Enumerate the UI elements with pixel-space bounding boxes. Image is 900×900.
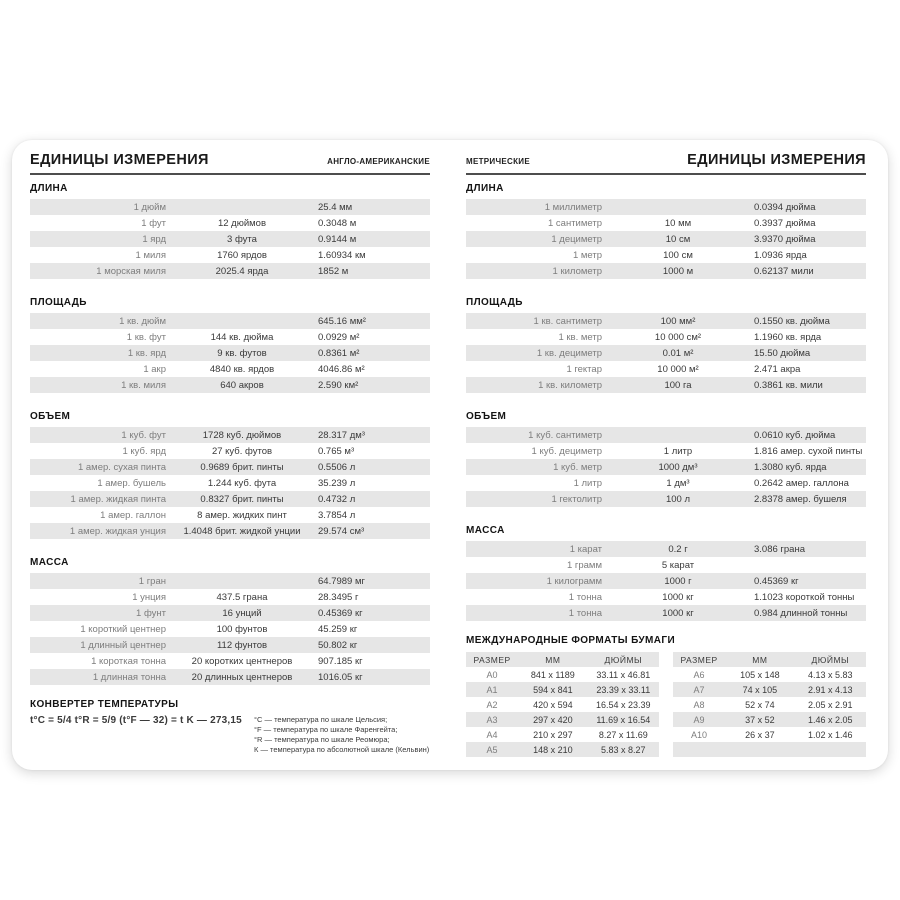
table-cell: 1 фут [141, 217, 166, 229]
table-row [30, 427, 430, 443]
table-cell: A0 [486, 669, 498, 680]
table-cell: 1 литр [663, 445, 693, 457]
table-cell: 1 куб. дециметр [531, 445, 602, 457]
table-cell: 4.13 x 5.83 [808, 669, 853, 680]
table-row [30, 637, 430, 653]
page-right [450, 140, 888, 770]
temperature-converter-body [30, 715, 430, 755]
table-cell: 1 дм³ [666, 477, 690, 489]
table-cell: РАЗМЕР [680, 654, 718, 665]
table-row [466, 697, 659, 712]
table-cell: 1000 м [662, 265, 694, 277]
table-cell: 4046.86 м² [318, 363, 365, 375]
table-cell: 0.0394 дюйма [754, 201, 816, 213]
table-row [466, 329, 866, 345]
table-cell: 100 см [663, 249, 693, 261]
table-cell: 0.0929 м² [318, 331, 360, 343]
table-cell: 1 акр [143, 363, 166, 375]
page-right-header [466, 152, 866, 168]
table-cell: 3.086 грана [754, 543, 805, 555]
section-label-area: ПЛОЩАДЬ [466, 297, 523, 308]
table-cell: 45.259 кг [318, 623, 358, 635]
table-row [466, 557, 866, 573]
table-row [673, 742, 866, 757]
header-rule [30, 173, 430, 175]
page-subtitle-metric: МЕТРИЧЕСКИЕ [466, 157, 530, 166]
table-cell: 1 кв. сантиметр [533, 315, 602, 327]
table-cell: 144 кв. дюйма [210, 331, 274, 343]
table-cell: A3 [486, 714, 498, 725]
table-cell: 1 амер. сухая пинта [77, 461, 166, 473]
length-table-anglo [30, 199, 430, 279]
table-row [466, 605, 866, 621]
temperature-formula: t°C = 5/4 t°R = 5/9 (t°F — 32) = t K — 273,15 [30, 715, 242, 726]
table-cell: 1 кв. дюйм [119, 315, 166, 327]
table-row [466, 247, 866, 263]
note-line: °C — температура по шкале Цельсия; [254, 715, 388, 724]
table-cell: 3.9370 дюйма [754, 233, 816, 245]
table-cell: 33.11 x 46.81 [596, 669, 651, 680]
page-title: ЕДИНИЦЫ ИЗМЕРЕНИЯ [30, 152, 209, 168]
table-row [30, 573, 430, 589]
table-row [466, 727, 659, 742]
page-left-header [30, 152, 430, 168]
table-row [30, 507, 430, 523]
table-row [466, 361, 866, 377]
table-cell: 1 миллиметр [544, 201, 602, 213]
mass-table-anglo [30, 573, 430, 685]
table-cell: 1 литр [573, 477, 602, 489]
table-cell: 1 карат [569, 543, 602, 555]
table-row [673, 712, 866, 727]
table-cell: 1.60934 км [318, 249, 366, 261]
table-cell: 1 куб. сантиметр [528, 429, 602, 441]
table-cell: 4840 кв. ярдов [209, 363, 275, 375]
table-cell: 1 амер. жидкая унция [69, 525, 166, 537]
table-cell: 420 x 594 [533, 699, 573, 710]
table-cell: 26 x 37 [745, 729, 775, 740]
section-label-volume: ОБЪЕМ [30, 411, 71, 422]
table-cell: 2.91 x 4.13 [808, 684, 853, 695]
table-cell: 105 x 148 [740, 669, 780, 680]
section-label-mass: МАССА [30, 557, 69, 568]
paper-formats-tables [466, 652, 866, 757]
table-cell: 1 гектар [566, 363, 602, 375]
table-cell: 1 кв. фут [126, 331, 166, 343]
table-cell: 74 x 105 [742, 684, 778, 695]
table-row [466, 667, 659, 682]
table-cell: 1 кв. дециметр [536, 347, 602, 359]
table-cell: A5 [486, 744, 498, 755]
table-cell: 1 кв. ярд [127, 347, 166, 359]
table-cell: 3 фута [227, 233, 257, 245]
section-volume-anglo [30, 411, 430, 539]
paper-table-a0-a5 [466, 652, 659, 757]
table-cell: 1 гран [138, 575, 166, 587]
table-cell: 1 метр [572, 249, 602, 261]
table-cell: 1 короткая тонна [91, 655, 166, 667]
table-cell: 5.83 x 8.27 [601, 744, 646, 755]
paper-formats-block [466, 635, 866, 757]
table-row [466, 541, 866, 557]
table-row [466, 263, 866, 279]
table-cell: 10 000 см² [654, 331, 702, 343]
table-cell: 1 фунт [136, 607, 166, 619]
table-row [30, 215, 430, 231]
table-cell: 1 длинная тонна [92, 671, 166, 683]
table-cell: 1852 м [318, 265, 349, 277]
table-cell: 437.5 грана [216, 591, 268, 603]
table-cell: 645.16 мм² [318, 315, 366, 327]
table-cell: 16 унций [222, 607, 262, 619]
table-cell: 1000 кг [662, 591, 694, 603]
table-cell: 112 фунтов [216, 639, 268, 651]
table-cell: 1.1023 короткой тонны [754, 591, 855, 603]
table-cell: 52 x 74 [745, 699, 775, 710]
table-cell: 0.3937 дюйма [754, 217, 816, 229]
table-cell: 0.4732 л [318, 493, 356, 505]
table-cell: 64.7989 мг [318, 575, 365, 587]
table-row [30, 199, 430, 215]
paper-formats-title: МЕЖДУНАРОДНЫЕ ФОРМАТЫ БУМАГИ [466, 635, 676, 646]
table-cell: 1760 ярдов [217, 249, 267, 261]
paper-table-a6-a10 [673, 652, 866, 757]
table-row [673, 667, 866, 682]
table-cell: 210 x 297 [533, 729, 573, 740]
table-cell: 1 кв. миля [121, 379, 166, 391]
page-subtitle-anglo-american: АНГЛО-АМЕРИКАНСКИЕ [327, 157, 430, 166]
table-cell: 297 x 420 [533, 714, 573, 725]
table-row [30, 491, 430, 507]
table-header-row [466, 652, 659, 667]
table-row [30, 231, 430, 247]
table-cell: 0.01 м² [662, 347, 694, 359]
table-cell: ММ [545, 654, 561, 665]
table-cell: 1 тонна [568, 591, 602, 603]
table-cell: 100 фунтов [216, 623, 268, 635]
table-row [466, 199, 866, 215]
table-cell: 20 длинных центнеров [191, 671, 293, 683]
table-cell: 0.765 м³ [318, 445, 355, 457]
table-row [466, 475, 866, 491]
table-row [673, 727, 866, 742]
table-cell: 37 x 52 [745, 714, 775, 725]
note-line: К — температура по абсолютной шкале (Кельвин) [254, 745, 430, 754]
area-table-anglo [30, 313, 430, 393]
table-cell: 148 x 210 [533, 744, 573, 755]
volume-table-anglo [30, 427, 430, 539]
section-mass-metric [466, 525, 866, 621]
table-cell: 1 амер. бушель [97, 477, 166, 489]
table-row [466, 215, 866, 231]
table-cell: 1 дюйм [133, 201, 166, 213]
table-cell: 50.802 кг [318, 639, 358, 651]
table-cell: 2.05 x 2.91 [808, 699, 853, 710]
table-row [30, 621, 430, 637]
table-cell: 1 кв. метр [558, 331, 602, 343]
table-row [30, 669, 430, 685]
table-cell: 1 амер. жидкая пинта [70, 493, 166, 505]
table-cell: 0.1550 кв. дюйма [754, 315, 830, 327]
table-cell: 3.7854 л [318, 509, 356, 521]
table-cell: 25.4 мм [318, 201, 353, 213]
table-cell: 10 000 м² [657, 363, 699, 375]
table-cell: 12 дюймов [217, 217, 267, 229]
table-cell: 1 тонна [568, 607, 602, 619]
section-mass-anglo [30, 557, 430, 685]
table-cell: ДЮЙМЫ [811, 654, 850, 665]
table-cell: 1 морская миля [96, 265, 166, 277]
table-cell: 0.62137 мили [754, 265, 814, 277]
table-row [30, 475, 430, 491]
table-cell: 1728 куб. дюймов [202, 429, 282, 441]
table-cell: 9 кв. футов [217, 347, 267, 359]
table-cell: 1.02 x 1.46 [808, 729, 853, 740]
section-volume-metric [466, 411, 866, 507]
table-row [30, 459, 430, 475]
table-cell: 1.244 куб. фута [207, 477, 277, 489]
table-cell: 1 длинный центнер [80, 639, 166, 651]
table-row [466, 742, 659, 757]
temperature-converter-title: КОНВЕРТЕР ТЕМПЕРАТУРЫ [30, 699, 179, 710]
table-cell: 0.45369 кг [754, 575, 799, 587]
table-row [30, 345, 430, 361]
table-cell: 1 куб. метр [553, 461, 602, 473]
table-row [30, 313, 430, 329]
table-cell: 1 кв. километр [538, 379, 602, 391]
table-cell: A9 [693, 714, 705, 725]
table-cell: 594 x 841 [533, 684, 573, 695]
table-cell: 23.39 x 33.11 [596, 684, 651, 695]
table-row [673, 682, 866, 697]
table-row [30, 377, 430, 393]
table-cell: 29.574 см³ [318, 525, 365, 537]
table-cell: 1.1960 кв. ярда [754, 331, 822, 343]
table-cell: 0.8327 брит. пинты [200, 493, 284, 505]
table-cell: 1000 кг [662, 607, 694, 619]
table-cell: 35.239 л [318, 477, 356, 489]
section-label-area: ПЛОЩАДЬ [30, 297, 87, 308]
note-line: °R — температура по шкале Реомюра; [254, 735, 390, 744]
section-label-mass: МАССА [466, 525, 505, 536]
table-cell: A6 [693, 669, 705, 680]
section-label-length: ДЛИНА [466, 183, 504, 194]
table-cell: A4 [486, 729, 498, 740]
table-cell: 1000 г [664, 575, 692, 587]
table-row [466, 443, 866, 459]
table-cell: A10 [691, 729, 708, 740]
table-cell: 0.984 длинной тонны [754, 607, 848, 619]
table-cell: 1 ярд [142, 233, 166, 245]
table-cell: 1 амер. галлон [100, 509, 166, 521]
page-left [12, 140, 450, 770]
area-table-metric [466, 313, 866, 393]
table-cell: 28.317 дм³ [318, 429, 365, 441]
table-row [30, 247, 430, 263]
section-label-volume: ОБЪЕМ [466, 411, 507, 422]
table-cell: 15.50 дюйма [754, 347, 811, 359]
table-cell: 1 сантиметр [548, 217, 602, 229]
table-cell: 1 куб. фут [121, 429, 166, 441]
table-cell: 8 амер. жидких пинт [197, 509, 287, 521]
table-cell: 1.3080 куб. ярда [754, 461, 827, 473]
table-cell: 0.9689 брит. пинты [200, 461, 284, 473]
table-cell: 1 километр [552, 265, 602, 277]
section-length-metric [466, 183, 866, 279]
table-cell: 2025.4 ярда [215, 265, 269, 277]
table-row [466, 427, 866, 443]
table-cell: 1.0936 ярда [754, 249, 807, 261]
table-cell: 10 мм [664, 217, 692, 229]
section-length-anglo [30, 183, 430, 279]
table-row [30, 361, 430, 377]
table-cell: 1 унция [132, 591, 166, 603]
table-cell: 2.471 акра [754, 363, 801, 375]
table-cell: 1.46 x 2.05 [808, 714, 853, 725]
table-cell: 1.4048 брит. жидкой унции [183, 525, 301, 537]
table-cell: 2.8378 амер. бушеля [754, 493, 847, 505]
table-cell: 1 куб. ярд [122, 445, 166, 457]
table-cell: 1016.05 кг [318, 671, 363, 683]
length-table-metric [466, 199, 866, 279]
table-cell: 100 л [665, 493, 691, 505]
table-row [466, 313, 866, 329]
section-label-length: ДЛИНА [30, 183, 68, 194]
table-row [673, 697, 866, 712]
table-row [30, 523, 430, 539]
table-row [466, 573, 866, 589]
table-row [30, 443, 430, 459]
table-cell: 1000 дм³ [658, 461, 698, 473]
table-cell: 907.185 кг [318, 655, 363, 667]
table-row [30, 329, 430, 345]
table-cell: РАЗМЕР [473, 654, 511, 665]
table-cell: 640 акров [220, 379, 264, 391]
table-cell: A2 [486, 699, 498, 710]
table-row [466, 231, 866, 247]
table-cell: 10 см [665, 233, 691, 245]
table-row [466, 589, 866, 605]
table-row [30, 653, 430, 669]
table-cell: 841 x 1189 [530, 669, 575, 680]
table-row [30, 589, 430, 605]
table-cell: 0.2642 амер. галлона [754, 477, 849, 489]
table-cell: 0.8361 м² [318, 347, 360, 359]
temperature-scale-notes [254, 715, 430, 755]
table-cell: A7 [693, 684, 705, 695]
table-cell: 1 миля [135, 249, 166, 261]
table-cell: 1.816 амер. сухой пинты [754, 445, 863, 457]
table-cell: ДЮЙМЫ [604, 654, 643, 665]
temperature-converter [30, 699, 430, 755]
table-cell: 0.2 г [668, 543, 688, 555]
table-cell: 2.590 км² [318, 379, 359, 391]
page-title: ЕДИНИЦЫ ИЗМЕРЕНИЯ [687, 152, 866, 168]
table-cell: 16.54 x 23.39 [596, 699, 651, 710]
table-cell: 100 га [664, 379, 692, 391]
table-cell: 28.3495 г [318, 591, 359, 603]
table-row [466, 682, 659, 697]
section-area-anglo [30, 297, 430, 393]
header-rule [466, 173, 866, 175]
table-cell: 1 гектолитр [551, 493, 602, 505]
table-cell: 0.3048 м [318, 217, 357, 229]
table-row [30, 263, 430, 279]
table-row [30, 605, 430, 621]
table-row [466, 345, 866, 361]
table-cell: 0.0610 куб. дюйма [754, 429, 836, 441]
table-row [466, 712, 659, 727]
mass-table-metric [466, 541, 866, 621]
table-cell: 1 дециметр [551, 233, 602, 245]
table-cell: 1 килограмм [546, 575, 602, 587]
table-cell: 0.9144 м [318, 233, 357, 245]
table-cell: A8 [693, 699, 705, 710]
planner-units-page [12, 140, 888, 770]
table-cell: A1 [486, 684, 498, 695]
table-cell: ММ [752, 654, 768, 665]
table-cell: 0.45369 кг [318, 607, 363, 619]
table-cell: 5 карат [661, 559, 695, 571]
table-header-row [673, 652, 866, 667]
table-row [466, 491, 866, 507]
table-cell: 11.69 x 16.54 [596, 714, 651, 725]
table-cell: 27 куб. футов [211, 445, 273, 457]
table-cell: 0.5506 л [318, 461, 356, 473]
table-cell: 20 коротких центнеров [191, 655, 293, 667]
table-row [466, 377, 866, 393]
volume-table-metric [466, 427, 866, 507]
table-cell: 0.3861 кв. мили [754, 379, 823, 391]
table-cell: 8.27 x 11.69 [598, 729, 648, 740]
table-row [466, 459, 866, 475]
section-area-metric [466, 297, 866, 393]
table-cell: 1 короткий центнер [80, 623, 166, 635]
note-line: °F — температура по шкале Фаренгейта; [254, 725, 398, 734]
table-cell: 1 грамм [566, 559, 602, 571]
table-cell: 100 мм² [660, 315, 696, 327]
